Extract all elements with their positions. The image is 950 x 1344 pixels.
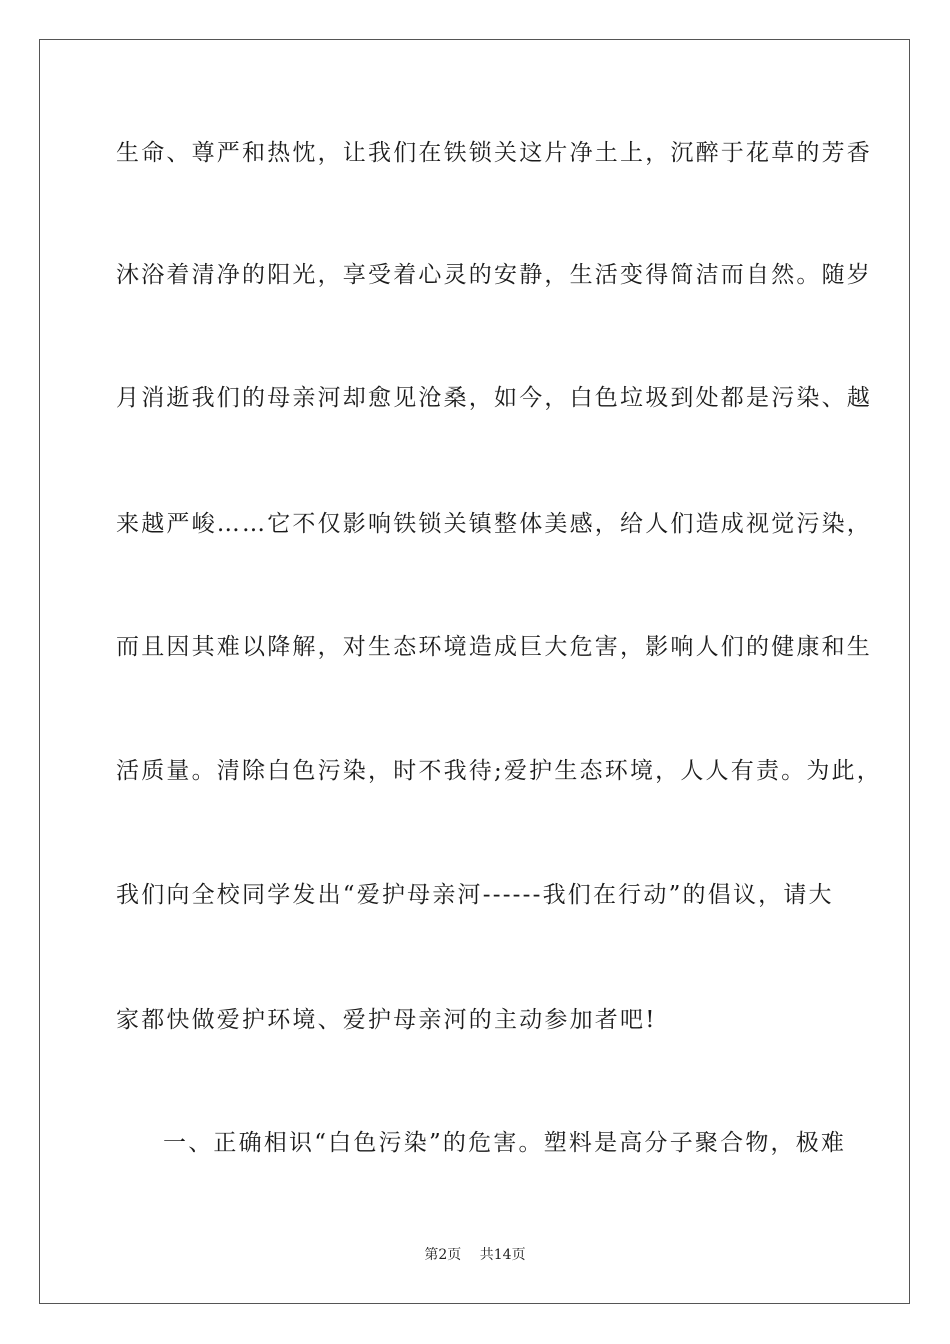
paragraph-line: 家都快做爱护环境、爱护母亲河的主动参加者吧! [116,1007,657,1033]
paragraph-line: 来越严峻……它不仅影响铁锁关镇整体美感，给人们造成视觉污染， [116,511,872,537]
paragraph-line: 生命、尊严和热忱，让我们在铁锁关这片净土上，沉醉于花草的芳香 [116,140,872,166]
paragraph-line: 一、正确相识“白色污染”的危害。塑料是高分子聚合物，极难 [163,1130,847,1156]
paragraph-line: 月消逝我们的母亲河却愈见沧桑，如今，白色垃圾到处都是污染、越 [116,385,872,411]
total-pages: 共14页 [479,1247,526,1263]
paragraph-line: 而且因其难以降解，对生态环境造成巨大危害，影响人们的健康和生 [116,634,872,660]
paragraph-line: 我们向全校同学发出“爱护母亲河------我们在行动”的倡议，请大 [116,882,834,908]
paragraph-line: 活质量。清除白色污染，时不我待;爱护生态环境，人人有责。为此， [116,758,882,784]
page-frame [39,39,910,1304]
page-number: 第2页 [424,1247,462,1263]
paragraph-line: 沐浴着清净的阳光，享受着心灵的安静，生活变得简洁而自然。随岁 [116,262,872,288]
page-footer [0,1246,950,1264]
